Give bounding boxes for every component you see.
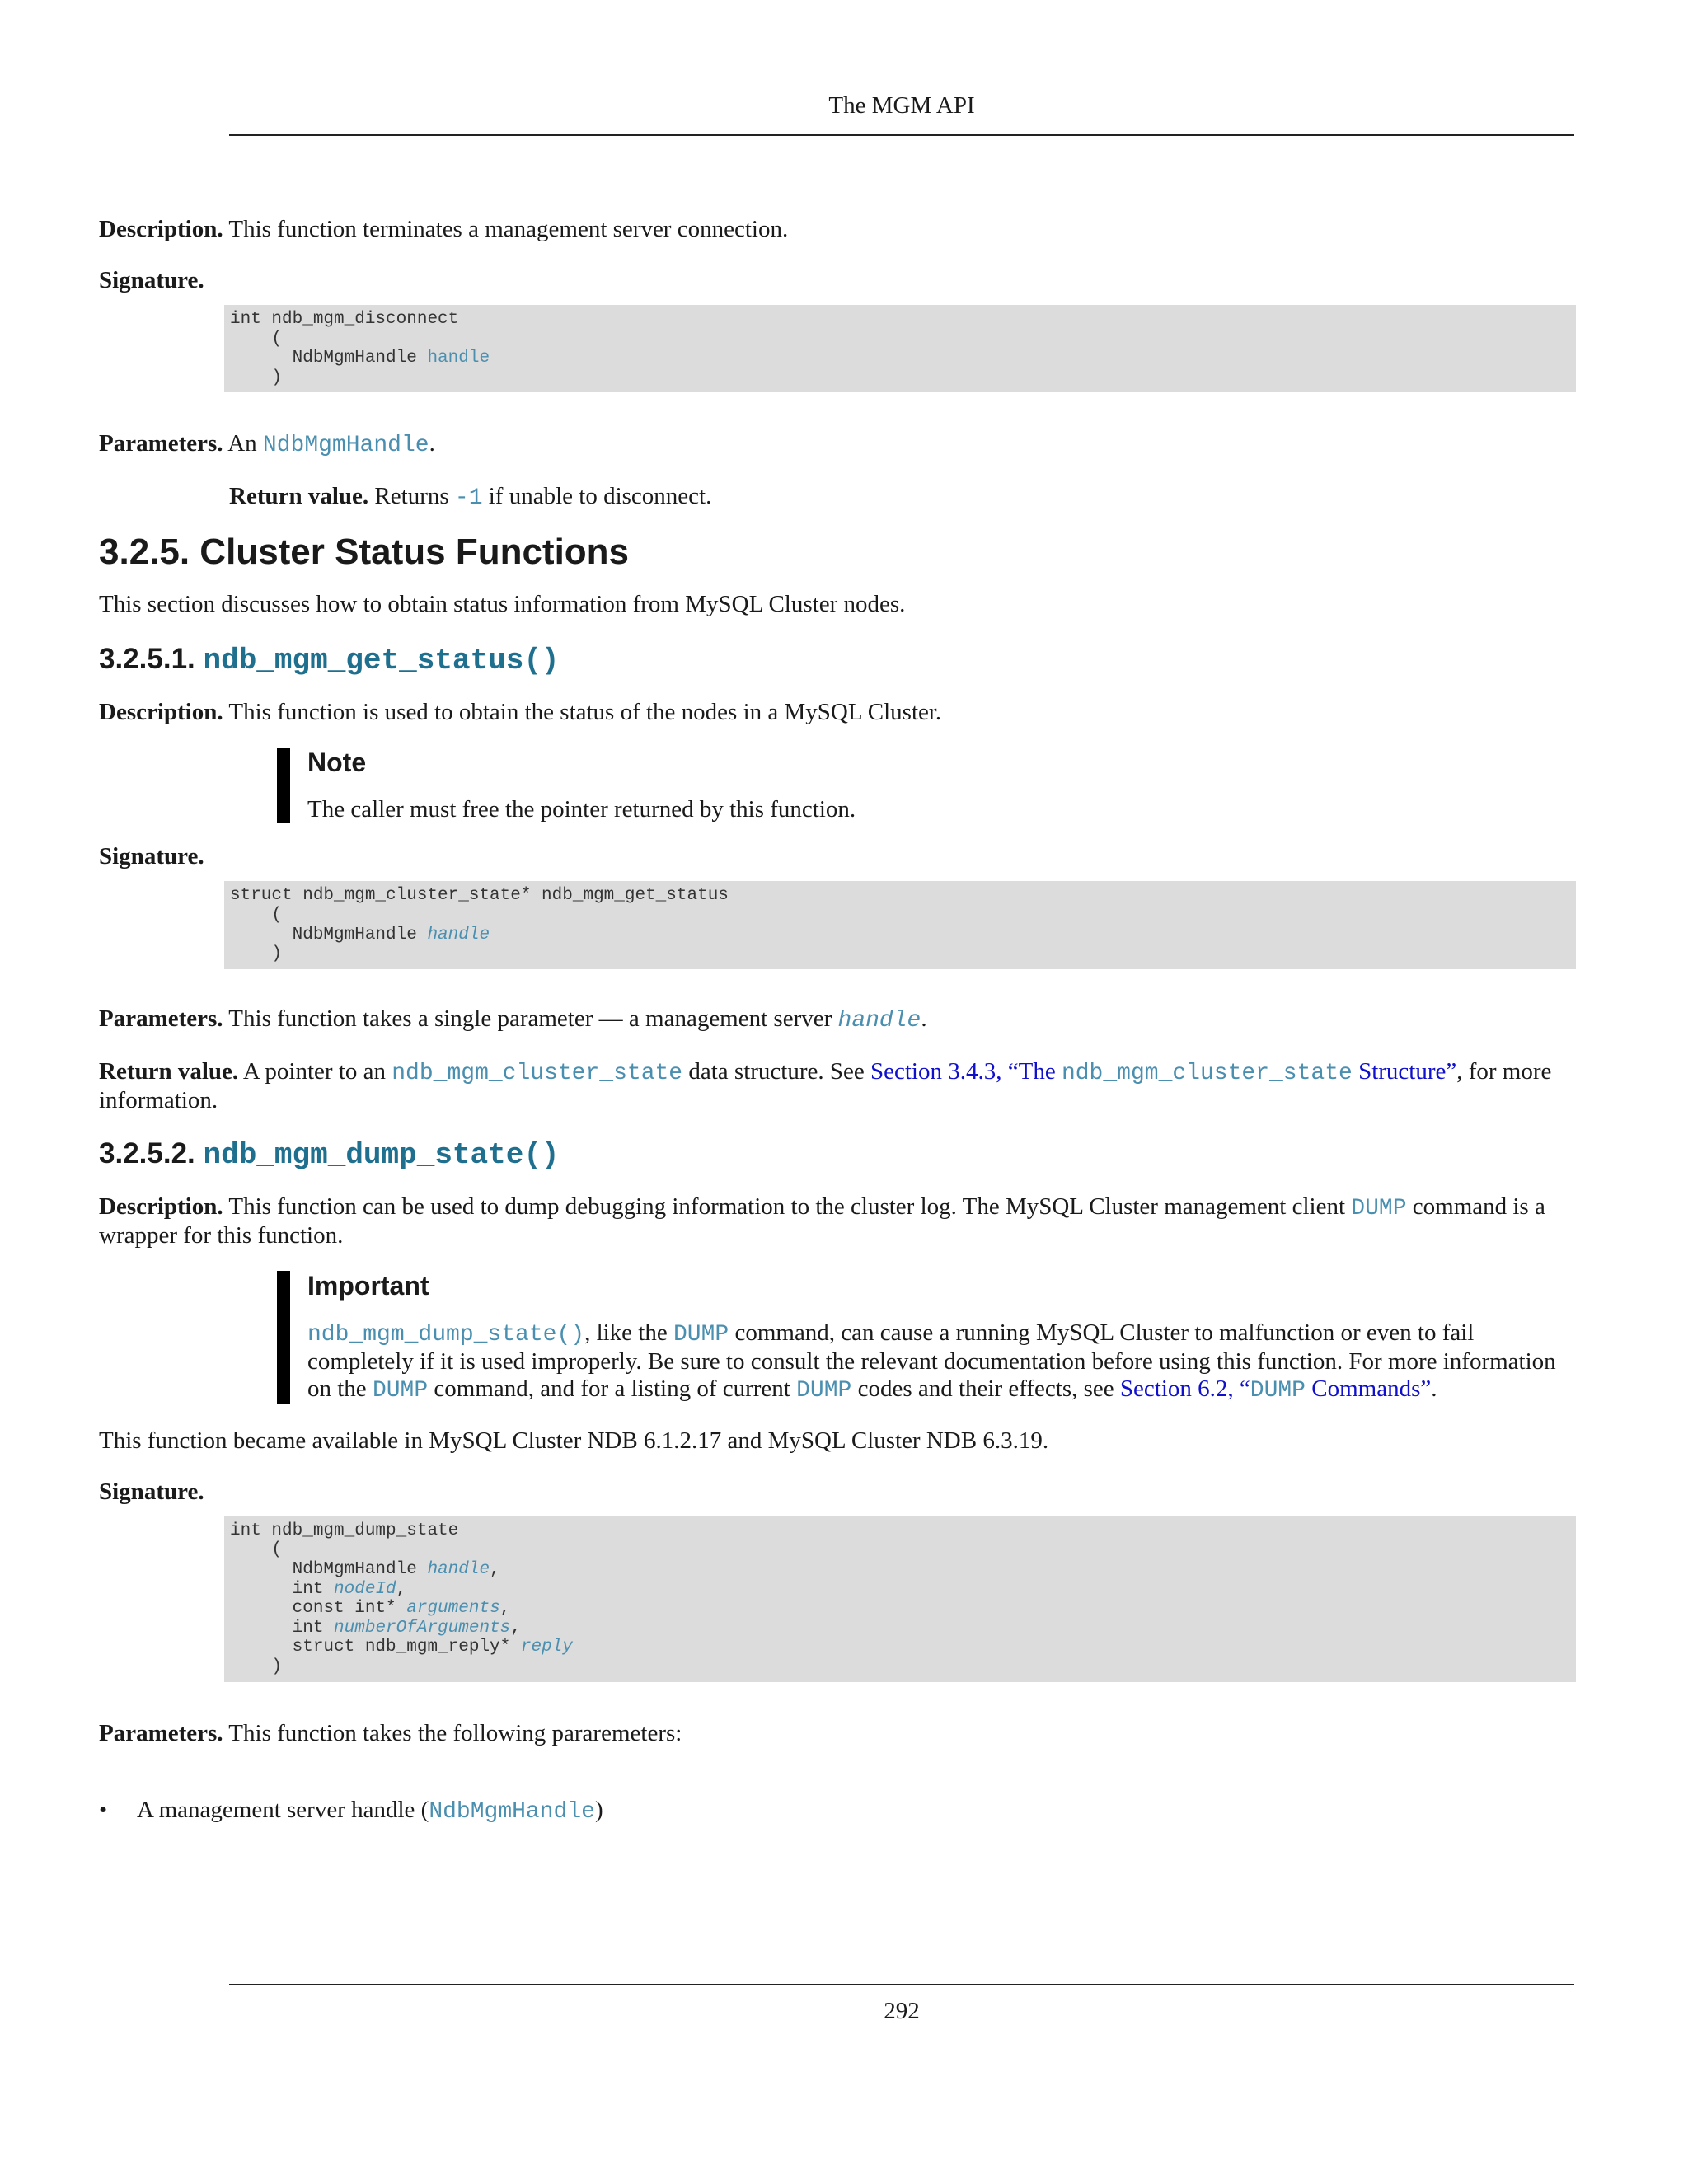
get-status-description: Description. This function is used to obtain the status of the nodes in a MySQL Cluster. <box>99 699 942 726</box>
get-status-signature-code: struct ndb_mgm_cluster_state* ndb_mgm_get_status ( NdbMgmHandle handle ) <box>224 881 1576 968</box>
get-status-signature-label: Signature. <box>99 843 204 870</box>
disconnect-description: Description. This function terminates a management server connection. <box>99 216 789 242</box>
page-content <box>99 216 1582 1825</box>
cluster-state-structure-link[interactable]: Section 3.4.3, “The ndb_mgm_cluster_state Structure” <box>870 1057 1457 1086</box>
section-heading-3-2-5: 3.2.5. Cluster Status Functions <box>99 532 630 573</box>
dump-state-signature-label: Signature. <box>99 1478 204 1505</box>
param-handle: handle <box>427 349 490 368</box>
param-handle: handle <box>427 925 490 944</box>
section-intro: This section discusses how to obtain status information from MySQL Cluster nodes. <box>99 591 906 618</box>
disconnect-signature-label: Signature. <box>99 267 204 293</box>
dump-state-description: Description. This function can be used to dump debugging information to the cluster log. The MySQL Cluster management client DUMP command is a wrapper for this function. <box>99 1193 1545 1249</box>
function-name-get-status: ndb_mgm_get_status() <box>203 644 560 678</box>
param-node-id: nodeId <box>334 1579 396 1599</box>
dump-state-parameters: Parameters. This function takes the following pararemeters: <box>99 1719 682 1746</box>
bullet-icon: • <box>99 1796 108 1823</box>
param-handle: handle <box>427 1559 490 1579</box>
note-callout <box>277 748 1582 823</box>
disconnect-return-value: Return value. Returns -1 if unable to disconnect. <box>229 483 712 512</box>
header-rule <box>229 134 1574 136</box>
dump-commands-link[interactable]: Section 6.2, “DUMP Commands” <box>1119 1375 1432 1404</box>
get-status-return-value: Return value. A pointer to an ndb_mgm_cluster_state data structure. See Section 3.4.3, “The ndb_mgm_cluster_state Structure”, for more information. <box>99 1057 1552 1113</box>
important-text: ndb_mgm_dump_state(), like the DUMP command, can cause a running MySQL Cluster to malfunction or even to fail completely if it is used improperly. Be sure to consult the relevant documentation before using this function. For more information on the DUMP command, and for a listing of current DUMP codes and their effects, see Section 6.2, “DUMP Commands”. <box>307 1319 1556 1404</box>
footer-rule <box>229 1984 1574 1985</box>
page-number: 292 <box>884 1998 920 2024</box>
running-header: The MGM API <box>828 92 975 119</box>
important-title: Important <box>307 1270 429 1301</box>
param-number-of-arguments: numberOfArguments <box>334 1618 511 1638</box>
param-reply: reply <box>520 1638 573 1657</box>
availability-note: This function became available in MySQL Cluster NDB 6.1.2.17 and MySQL Cluster NDB 6.3.19. <box>99 1427 1049 1454</box>
note-title: Note <box>307 748 367 778</box>
list-item: • A management server handle (NdbMgmHandle) <box>99 1796 603 1825</box>
param-arguments: arguments <box>406 1599 500 1619</box>
subsection-heading-dump-state: 3.2.5.2. ndb_mgm_dump_state() <box>99 1137 560 1172</box>
subsection-heading-get-status: 3.2.5.1. ndb_mgm_get_status() <box>99 643 560 678</box>
important-callout <box>277 1271 1582 1404</box>
get-status-parameters: Parameters. This function takes a single parameter — a management server handle. <box>99 1005 927 1033</box>
dump-state-signature-code: int ndb_mgm_dump_state ( NdbMgmHandle handle, int nodeId, const int* arguments, int numberOfArguments, struct ndb_mgm_reply* reply ) <box>224 1516 1576 1682</box>
note-text: The caller must free the pointer returned by this function. <box>307 796 856 823</box>
function-name-dump-state: ndb_mgm_dump_state() <box>203 1137 560 1172</box>
disconnect-parameters: Parameters. An NdbMgmHandle. <box>99 430 435 459</box>
disconnect-signature-code: int ndb_mgm_disconnect ( NdbMgmHandle handle ) <box>224 305 1576 392</box>
